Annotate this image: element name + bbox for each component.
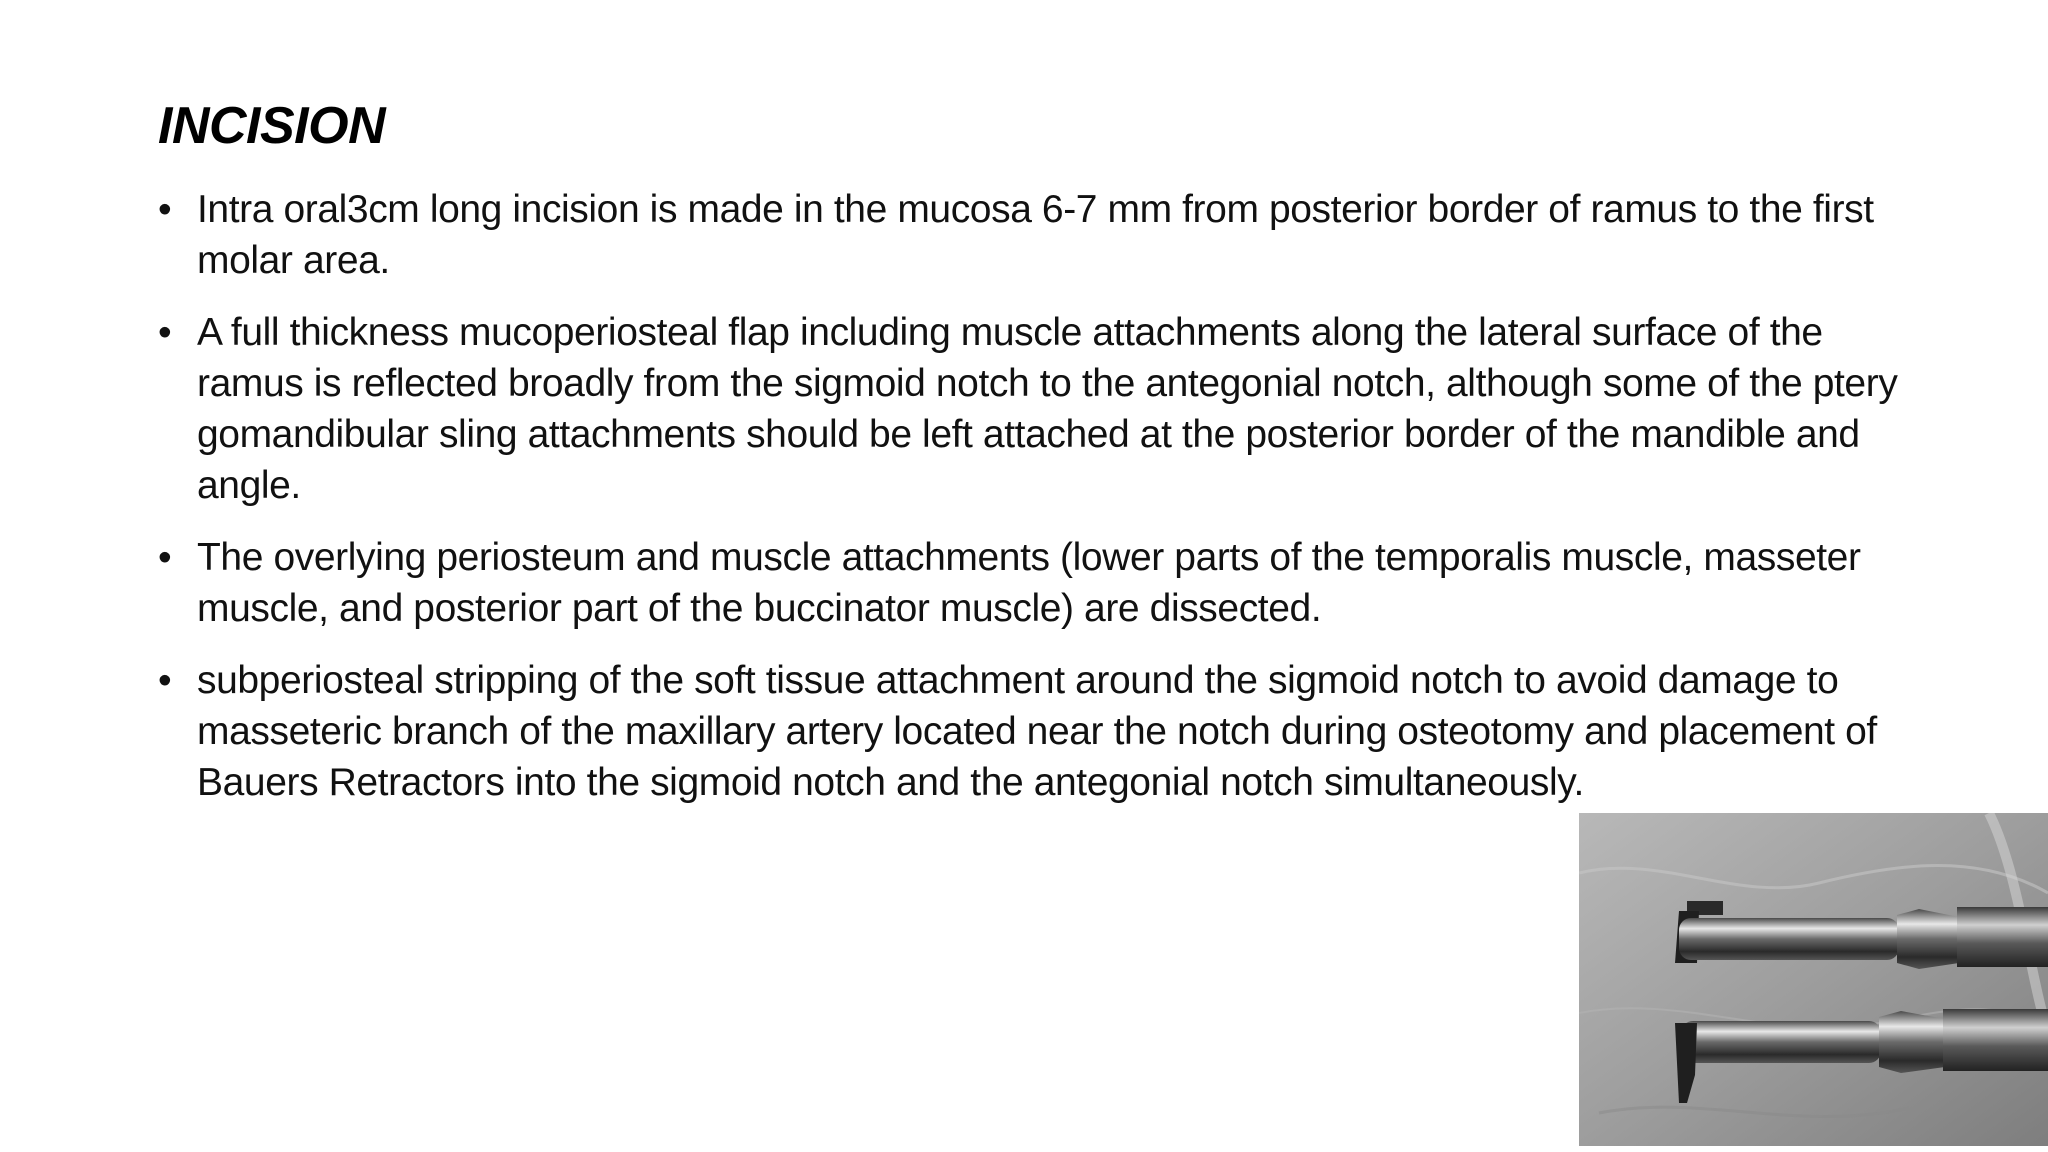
bullet-dot-icon: • bbox=[158, 188, 172, 231]
bauer-retractors-photo bbox=[1579, 813, 2048, 1146]
bullet-dot-icon: • bbox=[158, 659, 172, 702]
bullet-dot-icon: • bbox=[158, 311, 172, 354]
bullet-item bbox=[158, 307, 1918, 511]
bullet-item bbox=[158, 532, 1918, 634]
bullet-text: Intra oral3cm long incision is made in the mucosa 6-7 mm from posterior border of ramus to the first molar area. bbox=[197, 188, 1874, 282]
bullet-item bbox=[158, 655, 1918, 808]
bullet-dot-icon: • bbox=[158, 536, 172, 579]
retractors-illustration bbox=[1579, 813, 2048, 1146]
bullet-text: subperiosteal stripping of the soft tissue attachment around the sigmoid notch to avoid damage to masseteric branch of the maxillary artery located near the notch during osteotomy and placement of Bauers Retractors into the sigmoid notch and the antegonial notch simultaneously. bbox=[197, 659, 1877, 804]
bullet-item bbox=[158, 184, 1918, 286]
bullet-text: A full thickness mucoperiosteal flap including muscle attachments along the lateral surface of the ramus is reflected broadly from the sigmoid notch to the antegonial notch, although some of the ptery gomandibular sling attachments should be left attached at the posterior border of the mandible and angle. bbox=[197, 311, 1898, 507]
bullet-text: The overlying periosteum and muscle attachments (lower parts of the temporalis muscle, masseter muscle, and posterior part of the buccinator muscle) are dissected. bbox=[197, 536, 1861, 630]
bullet-list bbox=[158, 184, 1918, 829]
slide-title: INCISION bbox=[158, 97, 386, 155]
